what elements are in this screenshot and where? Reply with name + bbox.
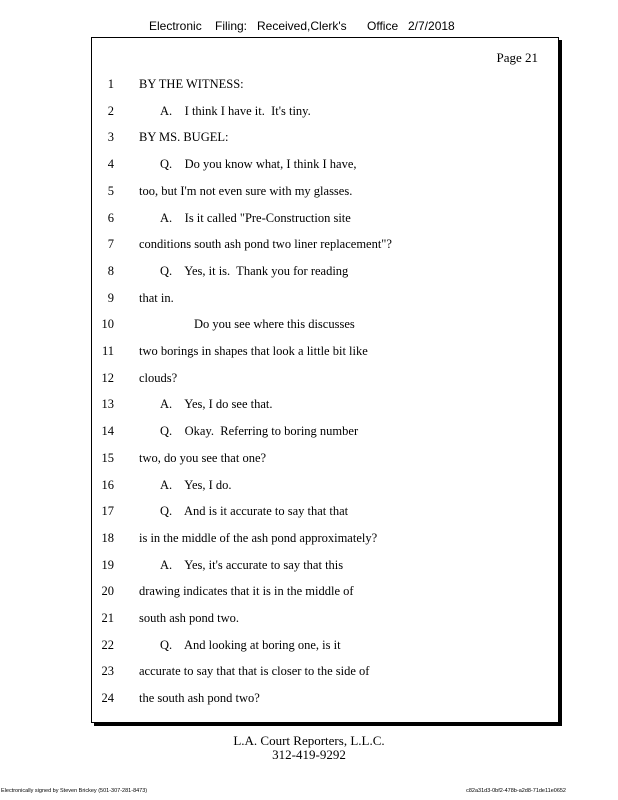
line-text: that in. — [139, 290, 174, 305]
line-text: clouds? — [139, 370, 178, 385]
transcript-line — [92, 422, 558, 440]
line-number: 19 — [101, 557, 114, 572]
line-number: 6 — [107, 210, 114, 225]
line-text: A. Yes, it's accurate to say that this — [160, 557, 344, 572]
header-filing: Filing: — [215, 19, 248, 33]
transcript-line — [92, 342, 558, 360]
line-number: 16 — [101, 477, 114, 492]
line-number: 23 — [101, 664, 114, 679]
header-date: 2/7/2018 — [408, 19, 455, 33]
line-number: 11 — [101, 344, 114, 358]
line-text: too, but I'm not even sure with my glasses. — [139, 183, 353, 198]
line-text: A. Yes, I do see that. — [160, 397, 273, 412]
line-text: A. I think I have it. It's tiny. — [160, 103, 311, 118]
line-text: A. Yes, I do. — [160, 477, 232, 492]
document-hash: c82a31d3-0bf2-478b-a2d8-71de11e0652 — [466, 788, 566, 794]
line-number: 15 — [101, 450, 114, 465]
line-number: 8 — [107, 263, 114, 278]
line-number: 1 — [107, 77, 114, 91]
transcript-line — [92, 636, 558, 654]
transcript-line — [92, 182, 558, 200]
transcript-line — [92, 609, 558, 627]
line-text: Q. Okay. Referring to boring number — [160, 424, 359, 439]
transcript-line — [92, 369, 558, 387]
line-number: 13 — [101, 397, 114, 412]
line-text: Do you see where this discusses — [194, 317, 355, 332]
line-text: Q. And is it accurate to say that that — [160, 504, 349, 519]
line-number: 5 — [107, 183, 114, 198]
line-number: 18 — [101, 530, 114, 545]
line-number: 20 — [101, 584, 114, 599]
transcript-line — [92, 75, 558, 93]
transcript-line — [92, 209, 558, 227]
transcript-line — [92, 449, 558, 467]
line-text: conditions south ash pond two liner replacement"? — [139, 237, 392, 252]
line-text: Q. Do you know what, I think I have, — [160, 157, 357, 172]
line-text: south ash pond two. — [139, 611, 239, 625]
reporter-name: L.A. Court Reporters, L.L.C. — [233, 733, 385, 748]
line-number: 24 — [101, 691, 114, 706]
line-number: 21 — [101, 611, 114, 625]
line-number: 7 — [107, 237, 114, 252]
line-text: BY MS. BUGEL: — [139, 130, 229, 145]
transcript-line — [92, 128, 558, 146]
transcript-line — [92, 102, 558, 120]
line-number: 22 — [101, 637, 114, 652]
header-electronic: Electronic — [149, 19, 202, 33]
transcript-line — [92, 689, 558, 707]
line-number: 9 — [107, 290, 114, 305]
line-text: is in the middle of the ash pond approximately? — [139, 530, 378, 545]
header-office: Office — [367, 19, 399, 33]
line-number: 17 — [101, 504, 114, 519]
transcript-line — [92, 502, 558, 520]
line-text: two, do you see that one? — [139, 450, 267, 465]
transcript-line — [92, 155, 558, 173]
transcript-line — [92, 262, 558, 280]
line-text: the south ash pond two? — [139, 691, 260, 706]
transcript-line — [92, 476, 558, 494]
page-number: Page 21 — [496, 50, 538, 65]
line-number: 10 — [101, 317, 114, 332]
transcript-line — [92, 556, 558, 574]
header-received: Received,Clerk's — [257, 19, 347, 33]
line-text: A. Is it called "Pre-Construction site — [160, 210, 351, 225]
line-text: Q. Yes, it is. Thank you for reading — [160, 263, 349, 278]
transcript-line — [92, 662, 558, 680]
transcript-line — [92, 235, 558, 253]
transcript-line — [92, 395, 558, 413]
reporter-phone: 312-419-9292 — [272, 747, 346, 762]
transcript-line — [92, 315, 558, 333]
transcript-page — [91, 37, 559, 723]
line-number: 4 — [107, 157, 114, 172]
line-number: 3 — [107, 130, 114, 145]
transcript-line — [92, 529, 558, 547]
transcript-line — [92, 289, 558, 307]
line-text: two borings in shapes that look a little bit like — [139, 344, 368, 358]
line-text: accurate to say that that is closer to the side of — [139, 664, 370, 679]
line-text: drawing indicates that it is in the middle of — [139, 584, 354, 599]
line-number: 14 — [101, 424, 114, 439]
line-number: 2 — [107, 103, 114, 118]
line-text: BY THE WITNESS: — [139, 77, 244, 91]
line-text: Q. And looking at boring one, is it — [160, 637, 341, 652]
line-number: 12 — [101, 370, 114, 385]
transcript-line — [92, 582, 558, 600]
signature-note: Electronically signed by Steven Brickey (501-307-281-8473) — [1, 788, 148, 794]
